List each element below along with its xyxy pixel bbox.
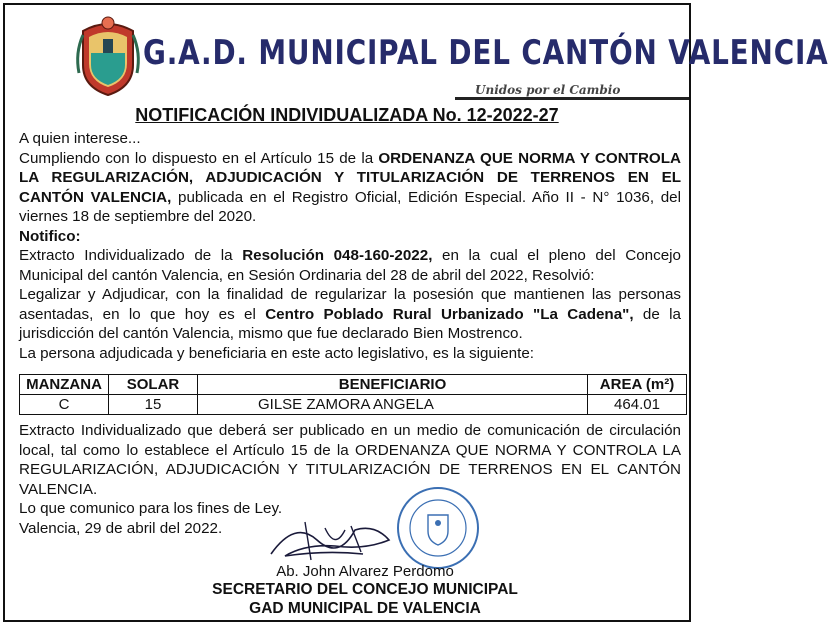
col-header-solar: SOLAR	[109, 375, 198, 395]
header-rule	[455, 97, 689, 100]
cell-solar: 15	[109, 395, 198, 415]
beneficiary-table	[19, 374, 687, 415]
cell-area: 464.01	[588, 395, 687, 415]
municipal-crest-icon	[75, 13, 141, 97]
table-header-row	[20, 375, 687, 395]
signer-name: Ab. John Alvarez Perdomo	[276, 563, 454, 580]
cell-beneficiario: GILSE ZAMORA ANGELA	[198, 395, 588, 415]
cell-manzana: C	[20, 395, 109, 415]
col-header-beneficiario: BENEFICIARIO	[198, 375, 588, 395]
notice-label: Notifico:	[19, 227, 81, 245]
slogan: Unidos por el Cambio	[475, 83, 621, 97]
secretary-seal-icon	[395, 485, 481, 571]
col-header-area: AREA (m²)	[588, 375, 687, 395]
paragraph-publication: Extracto Individualizado que deberá ser publicado en un medio de comunicación de circulación local, tal como lo establece el Artículo 15 de la ORDENANZA QUE NORMA Y CONTROLA LA REGULARIZACIÓN, ADJUDICACIÓN Y TITULARIZACIÓN DE TERRENOS EN EL CANTÓN VALENCIA.	[19, 422, 681, 498]
handwritten-signature	[265, 510, 405, 570]
table-row	[20, 395, 687, 415]
notice-title: NOTIFICACIÓN INDIVIDUALIZADA No. 12-2022-27	[135, 105, 559, 125]
municipality-name: G.A.D. MUNICIPAL DEL CANTÓN VALENCIA	[143, 33, 829, 73]
notice-body-top	[19, 129, 681, 363]
paragraph-resolution: Extracto Individualizado de la Resolución 048-160-2022, en la cual el pleno del Concejo Municipal del cantón Valencia, en Sesión Ordinaria del 28 de abril del 2022, Resolvió:	[19, 247, 681, 284]
greeting: A quien interese...	[19, 130, 141, 147]
paragraph-beneficiary-intro: La persona adjudicada y beneficiaria en este acto legislativo, es la siguiente:	[19, 344, 535, 362]
signer-role-2: GAD MUNICIPAL DE VALENCIA	[249, 600, 481, 617]
signer-role-1: SECRETARIO DEL CONCEJO MUNICIPAL	[212, 581, 518, 598]
col-header-manzana: MANZANA	[20, 375, 109, 395]
notice-frame	[3, 3, 829, 622]
paragraph-closing: Lo que comunico para los fines de Ley.	[19, 500, 283, 517]
header	[5, 5, 829, 105]
place-date: Valencia, 29 de abril del 2022.	[19, 519, 223, 537]
paragraph-legalize: Legalizar y Adjudicar, con la finalidad de regularizar la posesión que mantienen las personas asentadas, en lo que hoy es el Centro Poblado Rural Urbanizado "La Cadena", de la jurisdicción del cantón Valencia, mismo que fue declarado Bien Mostrenco.	[19, 286, 682, 342]
paragraph-ordinance: Cumpliendo con lo dispuesto en el Artículo 15 de la ORDENANZA QUE NORMA Y CONTROLA LA REGULARIZACIÓN, ADJUDICACIÓN Y TITULARIZACIÓN DE TERRENOS EN EL CANTÓN VALENCIA, publicada en el Registro Oficial, Edición Especial. Año II - N° 1036, del viernes 18 de septiembre del 2020.	[19, 149, 681, 225]
